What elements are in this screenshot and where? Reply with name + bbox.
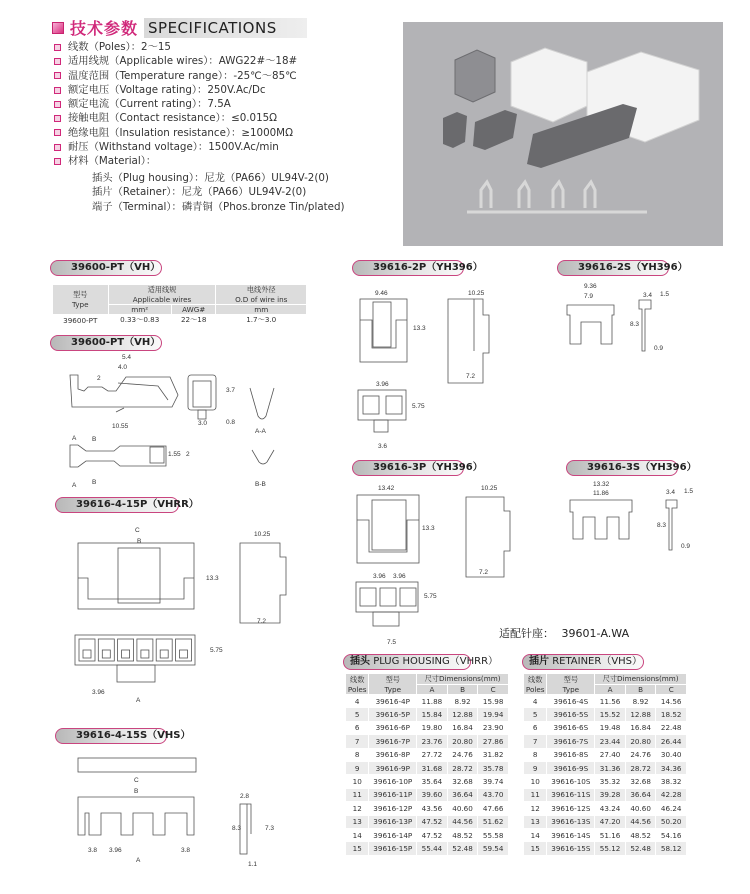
table-row [524, 721, 687, 734]
cell: 14.56 [656, 695, 687, 708]
material-item: 插片（Retainer）：尼龙（PA66）UL94V-2(0) [92, 186, 307, 199]
th-type-cn: 型号 [73, 290, 88, 299]
section-label-39616-4-15p: 39616-4-15P（VHRR） [55, 497, 179, 513]
cell: 15.84 [417, 708, 448, 721]
cell: 11.56 [595, 695, 626, 708]
cell: 36.64 [447, 788, 478, 801]
table-row [346, 761, 509, 774]
th-od: O.D of wire ins [235, 295, 288, 304]
dimension-label: 10.25 [481, 485, 498, 492]
cell: 40.60 [447, 802, 478, 815]
dimension-label: A-A [255, 428, 266, 435]
dimension-label: B [134, 788, 139, 795]
cell: 47.52 [417, 828, 448, 841]
cell: 14 [346, 828, 369, 841]
cell: 39616-8P [369, 748, 417, 761]
spec-text: 适用线规（Applicable wires）：AWG22#～18# [68, 55, 298, 68]
cell: 12 [346, 802, 369, 815]
cell: 39600-PT [53, 315, 109, 326]
ret-title-en: RETAINER（VHS） [552, 656, 643, 667]
table-row [524, 748, 687, 761]
cell: 28.72 [447, 761, 478, 774]
cell: 11.88 [417, 695, 448, 708]
dimension-label: A [136, 857, 141, 864]
cell: 39616-12S [547, 802, 595, 815]
dimension-label: 13.3 [413, 325, 426, 332]
cell: 39616-4S [547, 695, 595, 708]
cell: 39616-15S [547, 842, 595, 855]
cell: 1.7～3.0 [216, 315, 307, 326]
dimension-label: B-B [255, 481, 266, 488]
dimension-label: 5.75 [424, 593, 437, 600]
table-row [346, 815, 509, 828]
table-row [346, 842, 509, 855]
th-b: B [447, 685, 478, 695]
cell: 39616-13P [369, 815, 417, 828]
th-poles-cn: 线数 [350, 674, 365, 684]
cell: 47.20 [595, 815, 626, 828]
section-label-39616-4-15s: 39616-4-15S（VHS） [55, 728, 167, 744]
cell: 52.48 [625, 842, 656, 855]
cell: 5 [346, 708, 369, 721]
dimension-label: 8.3 [657, 522, 667, 529]
cell: 4 [524, 695, 547, 708]
fit-value: 39601-A.WA [561, 627, 630, 640]
section-label-39616-3s: 39616-3S（YH396） [566, 460, 678, 476]
cell: 27.40 [595, 748, 626, 761]
dimension-label: 8.3 [232, 825, 242, 832]
dimension-label: 13.3 [422, 525, 435, 532]
dimension-label: 7.3 [265, 825, 275, 832]
cell: 4 [346, 695, 369, 708]
cell: 20.80 [625, 735, 656, 748]
dimension-label: 7.2 [466, 373, 476, 380]
th-b: B [625, 685, 656, 695]
retainer-table [523, 673, 687, 856]
spec-text: 额定电压（Voltage rating）：250V.Ac/Dc [68, 83, 266, 96]
cell: 32.68 [625, 775, 656, 788]
th-aw-cn: 适用线规 [147, 285, 177, 294]
heading-cn: 技术参数 [70, 19, 139, 38]
th-type: Type [562, 684, 580, 694]
table-row [524, 842, 687, 855]
table-row [524, 761, 687, 774]
dimension-label: A [72, 435, 77, 442]
cell: 7 [346, 735, 369, 748]
cell: 16.84 [447, 721, 478, 734]
cell: 23.90 [478, 721, 509, 734]
cell: 39616-5P [369, 708, 417, 721]
th-od-cn: 电线外径 [246, 285, 276, 294]
table-row [346, 695, 509, 708]
cell: 47.52 [417, 815, 448, 828]
th-aw: Applicable wires [132, 295, 192, 304]
dimension-label: 10.25 [468, 290, 485, 297]
cell: 22.48 [656, 721, 687, 734]
dimension-label: 13.42 [378, 485, 395, 492]
dimension-label: 3.8 [88, 847, 98, 854]
cell: 12.88 [447, 708, 478, 721]
cell: 6 [524, 721, 547, 734]
cell: 43.56 [417, 802, 448, 815]
cell: 12 [524, 802, 547, 815]
cell: 39616-14P [369, 828, 417, 841]
material-item: 端子（Terminal）：磷青铜（Phos.bronze Tin/plated) [92, 200, 345, 213]
dimension-label: 13.32 [593, 481, 610, 488]
th-dimensions: 尺寸Dimensions(mm) [417, 674, 509, 685]
th-poles: Poles [525, 684, 545, 694]
cell: 39616-10S [547, 775, 595, 788]
cell: 28.72 [625, 761, 656, 774]
cell: 51.16 [595, 828, 626, 841]
dimension-label: 10.55 [112, 423, 129, 430]
dimension-label: 1.5 [684, 488, 694, 495]
cell: 30.40 [656, 748, 687, 761]
cell: 39616-13S [547, 815, 595, 828]
dimension-label: 11.86 [593, 490, 609, 497]
dimension-label: B [92, 479, 97, 486]
cell: 46.24 [656, 802, 687, 815]
heading-en: SPECIFICATIONS [144, 18, 307, 38]
table-row [346, 802, 509, 815]
dimension-label: A [136, 697, 141, 704]
cell: 15 [346, 842, 369, 855]
table-row [524, 815, 687, 828]
spec-text: 绝缘电阻（Insulation resistance）：≥1000MΩ [68, 126, 293, 139]
dimension-label: C [135, 527, 140, 534]
cell: 55.58 [478, 828, 509, 841]
dimension-label: 9.36 [584, 283, 597, 290]
cell: 11 [524, 788, 547, 801]
section-label-39616-2s: 39616-2S（YH396） [557, 260, 669, 276]
table-row [346, 828, 509, 841]
cell: 54.16 [656, 828, 687, 841]
dimension-label: 3.96 [376, 381, 389, 388]
dimension-label: 7.9 [584, 293, 594, 300]
spec-text: 接触电阻（Contact resistance）：≤0.015Ω [68, 112, 278, 125]
cell: 16.84 [625, 721, 656, 734]
dimension-label: 0.9 [681, 543, 691, 550]
cell: 39616-6S [547, 721, 595, 734]
ret-title-cn: 插片 [529, 656, 549, 667]
th-poles-cn: 线数 [528, 674, 543, 684]
fit-label: 适配针座： [499, 627, 554, 640]
table-row [346, 735, 509, 748]
cell: 42.28 [656, 788, 687, 801]
cell: 19.94 [478, 708, 509, 721]
cell: 15.52 [595, 708, 626, 721]
cell: 24.76 [447, 748, 478, 761]
th-c: C [656, 685, 687, 695]
section-label-39616-2p: 39616-2P（YH396） [352, 260, 464, 276]
dimension-label: 1.55 [168, 451, 181, 458]
cell: 35.32 [595, 775, 626, 788]
dimension-label: 3.6 [378, 443, 388, 450]
cell: 27.86 [478, 735, 509, 748]
th-dimensions: 尺寸Dimensions(mm) [595, 674, 687, 685]
cell: 26.44 [656, 735, 687, 748]
dimension-label: 3.96 [109, 847, 122, 854]
cell: 55.12 [595, 842, 626, 855]
cell: 7 [524, 735, 547, 748]
cell: 43.70 [478, 788, 509, 801]
table-row [524, 695, 687, 708]
section-label-39600-pt-drawing: 39600-PT（VH） [50, 335, 162, 351]
th-mm: mm [216, 305, 307, 315]
cell: 6 [346, 721, 369, 734]
cell: 32.68 [447, 775, 478, 788]
cell: 44.56 [447, 815, 478, 828]
dimension-label: 5.4 [122, 354, 132, 361]
th-awg: AWG# [171, 305, 216, 315]
table-row [524, 802, 687, 815]
material-item: 插头（Plug housing）：尼龙（PA66）UL94V-2(0) [92, 172, 329, 184]
dimension-label: 3.4 [643, 292, 653, 299]
plug-title-en: PLUG HOUSING（VHRR） [373, 656, 499, 667]
dimension-label: 5.75 [210, 647, 223, 654]
dimension-label: A [72, 482, 77, 489]
cell: 40.60 [625, 802, 656, 815]
cell: 12.88 [625, 708, 656, 721]
fit-header [499, 625, 629, 641]
cell: 39616-7S [547, 735, 595, 748]
dimension-label: 3.96 [92, 689, 105, 696]
table-row [524, 735, 687, 748]
cell: 14 [524, 828, 547, 841]
table-row [346, 788, 509, 801]
cell: 15.98 [478, 695, 509, 708]
dimension-label: 3.96 [373, 573, 386, 580]
cell: 13 [524, 815, 547, 828]
cell: 50.20 [656, 815, 687, 828]
cell: 39616-11P [369, 788, 417, 801]
th-a: A [417, 685, 448, 695]
th-type: Type [384, 684, 402, 694]
plug-housing-table [345, 673, 509, 856]
cell: 51.62 [478, 815, 509, 828]
cell: 39.28 [595, 788, 626, 801]
dimension-label: 1.1 [248, 861, 258, 868]
cell: 58.12 [656, 842, 687, 855]
dimension-label: 7.5 [387, 639, 397, 646]
cell: 11 [346, 788, 369, 801]
th-c: C [478, 685, 509, 695]
retainer-label [522, 654, 644, 670]
dimension-label: 10.25 [254, 531, 271, 538]
cell: 52.48 [447, 842, 478, 855]
cell: 39616-11S [547, 788, 595, 801]
cell: 13 [346, 815, 369, 828]
cell: 23.44 [595, 735, 626, 748]
table-row [524, 788, 687, 801]
dimension-label: 13.3 [206, 575, 219, 582]
dimension-label: B [137, 538, 142, 545]
dimension-label: 8.3 [630, 321, 640, 328]
dimension-label: 9.46 [375, 290, 388, 297]
dimension-label: 3.0 [198, 420, 208, 427]
cell: 39616-6P [369, 721, 417, 734]
dimension-label: 3.4 [666, 489, 676, 496]
cell: 39616-7P [369, 735, 417, 748]
cell: 38.32 [656, 775, 687, 788]
table-row [524, 828, 687, 841]
cell: 39616-14S [547, 828, 595, 841]
cell: 39616-10P [369, 775, 417, 788]
cell: 9 [346, 761, 369, 774]
dimension-label: 7.2 [479, 569, 489, 576]
cell: 44.56 [625, 815, 656, 828]
table-row [346, 721, 509, 734]
cell: 8.92 [447, 695, 478, 708]
dimension-label: 0.9 [654, 345, 664, 352]
cell: 15 [524, 842, 547, 855]
th-type-cn: 型号 [563, 674, 579, 684]
cell: 39616-4P [369, 695, 417, 708]
cell: 48.52 [447, 828, 478, 841]
dimension-label: 7.2 [257, 618, 267, 625]
dimension-label: 1.5 [660, 291, 670, 298]
cell: 24.76 [625, 748, 656, 761]
table-row [524, 775, 687, 788]
table-row [346, 708, 509, 721]
cell: 31.82 [478, 748, 509, 761]
cell: 39616-9S [547, 761, 595, 774]
cell: 10 [524, 775, 547, 788]
cell: 55.44 [417, 842, 448, 855]
plug-housing-label [343, 654, 499, 670]
dimension-label: 5.75 [412, 403, 425, 410]
cell: 39616-15P [369, 842, 417, 855]
cell: 19.80 [417, 721, 448, 734]
spec-text: 材料（Material）： [68, 155, 157, 168]
section-label-39616-3p: 39616-3P（YH396） [352, 460, 464, 476]
cell: 35.78 [478, 761, 509, 774]
cell: 8 [346, 748, 369, 761]
cell: 10 [346, 775, 369, 788]
cell: 5 [524, 708, 547, 721]
cell: 23.76 [417, 735, 448, 748]
cell: 31.68 [417, 761, 448, 774]
dimension-label: 4.0 [118, 364, 128, 371]
cell: 9 [524, 761, 547, 774]
dimension-label: B [92, 436, 97, 443]
cell: 35.64 [417, 775, 448, 788]
cell: 39616-8S [547, 748, 595, 761]
cell: 48.52 [625, 828, 656, 841]
cell: 20.80 [447, 735, 478, 748]
dimension-label: 3.96 [393, 573, 406, 580]
spec-text: 耐压（Withstand voltage）：1500V.Ac/min [68, 141, 279, 154]
th-poles: Poles [347, 684, 367, 694]
dimension-label: C [134, 777, 139, 784]
cell: 36.64 [625, 788, 656, 801]
spec-text: 温度范围（Temperature range）：-25℃～85℃ [68, 69, 297, 82]
cell: 59.54 [478, 842, 509, 855]
dimension-label: 0.8 [226, 419, 236, 426]
cell: 31.36 [595, 761, 626, 774]
plug-title-cn: 插头 [350, 656, 370, 667]
th-type-cn: 型号 [385, 674, 400, 684]
dimension-label: 2.8 [240, 793, 250, 800]
cell: 34.36 [656, 761, 687, 774]
cell: 39.60 [417, 788, 448, 801]
table-row [524, 708, 687, 721]
th-mm2: mm² [108, 305, 171, 315]
cell: 43.24 [595, 802, 626, 815]
cell: 19.48 [595, 721, 626, 734]
table-row [346, 775, 509, 788]
dimension-label: 3.8 [181, 847, 191, 854]
cell: 39.74 [478, 775, 509, 788]
table-row [346, 748, 509, 761]
cell: 0.33～0.83 [108, 315, 171, 326]
cell: 22～18 [171, 315, 216, 326]
cell: 18.52 [656, 708, 687, 721]
cell: 39616-9P [369, 761, 417, 774]
dimension-label: 3.7 [226, 387, 236, 394]
cell: 39616-12P [369, 802, 417, 815]
spec-text: 线数（Poles）：2～15 [68, 41, 171, 53]
cell: 8 [524, 748, 547, 761]
th-a: A [595, 685, 626, 695]
dimension-label: 2 [97, 375, 101, 382]
cell: 8.92 [625, 695, 656, 708]
dimension-label: 2 [186, 451, 190, 458]
spec-text: 额定电流（Current rating）：7.5A [68, 98, 231, 111]
cell: 27.72 [417, 748, 448, 761]
cell: 39616-5S [547, 708, 595, 721]
th-type: Type [72, 300, 89, 309]
cell: 47.66 [478, 802, 509, 815]
section-label-39600-pt: 39600-PT（VH） [50, 260, 162, 276]
